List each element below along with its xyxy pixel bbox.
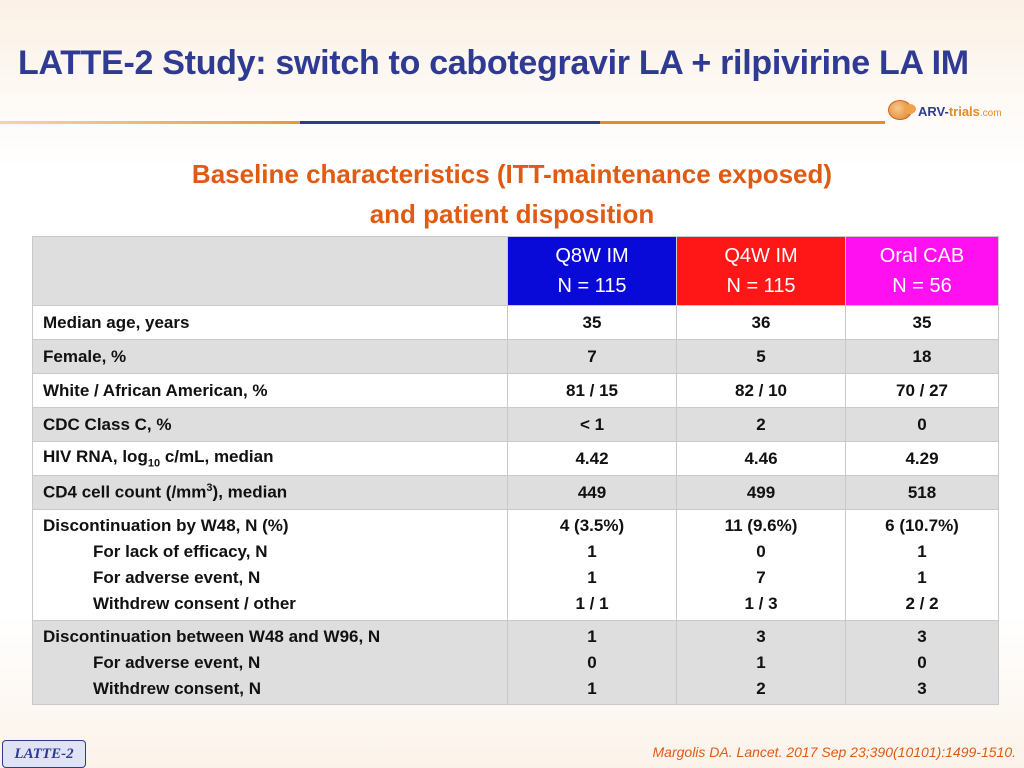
row-label: Median age, years xyxy=(33,306,508,340)
cell-oral: 6 (10.7%) 1 1 2 / 2 xyxy=(846,510,999,621)
cell-q4w: 36 xyxy=(677,306,846,340)
citation: Margolis DA. Lancet. 2017 Sep 23;390(10101):1499-1510. xyxy=(652,744,1016,760)
cell-q8w: 35 xyxy=(508,306,677,340)
header-q8w-im: Q8W IM N = 115 xyxy=(508,237,677,306)
cell-oral: 4.29 xyxy=(846,442,999,476)
cell-q8w: 4 (3.5%) 1 1 1 / 1 xyxy=(508,510,677,621)
cell-oral: 70 / 27 xyxy=(846,374,999,408)
table-subtitle xyxy=(0,154,1024,234)
arv-trials-logo xyxy=(886,100,1016,126)
row-label: HIV RNA, $\log_{10} c/mL$, median xyxy=(33,442,508,476)
table-row-cdc-class-c xyxy=(33,408,999,442)
table-row-discontinuation-w48-w96 xyxy=(33,621,999,705)
subtitle-line-2: and patient disposition xyxy=(369,199,655,229)
row-label: CDC Class C, % xyxy=(33,408,508,442)
cell-q8w: 81 / 15 xyxy=(508,374,677,408)
header-oral-cab: Oral CAB N = 56 xyxy=(846,237,999,306)
row-label: Discontinuation between W48 and W96, N For adverse event, N Withdrew consent, N xyxy=(33,621,508,705)
table-header-row xyxy=(33,237,999,306)
cell-oral: 3 0 3 xyxy=(846,621,999,705)
cell-q4w: 2 xyxy=(677,408,846,442)
cell-q8w: 1 0 1 xyxy=(508,621,677,705)
cell-q8w: 449 xyxy=(508,476,677,510)
cell-q8w: 4.42 xyxy=(508,442,677,476)
table-row-female xyxy=(33,340,999,374)
cell-q4w: 82 / 10 xyxy=(677,374,846,408)
cell-q8w: < 1 xyxy=(508,408,677,442)
title-rule-middle xyxy=(300,121,600,124)
header-corner-cell xyxy=(33,237,508,306)
cell-oral: 0 xyxy=(846,408,999,442)
slide-title: LATTE-2 Study: switch to cabotegravir LA + rilpivirine LA IM xyxy=(18,44,969,82)
row-label: Discontinuation by W48, N (%) For lack of efficacy, N For adverse event, N Withdrew consent / other xyxy=(33,510,508,621)
table-row-median-age xyxy=(33,306,999,340)
cell-oral: 18 xyxy=(846,340,999,374)
table-row-hiv-rna xyxy=(33,442,999,476)
cell-q8w: 7 xyxy=(508,340,677,374)
header-q4w-im: Q4W IM N = 115 xyxy=(677,237,846,306)
cell-q4w: 499 xyxy=(677,476,846,510)
cell-q4w: 5 xyxy=(677,340,846,374)
cell-q4w: 11 (9.6%) 0 7 1 / 3 xyxy=(677,510,846,621)
table-row-race xyxy=(33,374,999,408)
title-rule-right xyxy=(600,121,885,124)
cell-q4w: 4.46 xyxy=(677,442,846,476)
row-label: Female, % xyxy=(33,340,508,374)
row-label: CD4 cell count $(/mm^3)$, median xyxy=(33,476,508,510)
cell-oral: 518 xyxy=(846,476,999,510)
logo-text: ARV-trials.com xyxy=(918,104,1002,119)
subtitle-line-1: Baseline characteristics (ITT-maintenance exposed) xyxy=(191,159,833,189)
cell-oral: 35 xyxy=(846,306,999,340)
title-rule-left xyxy=(0,121,300,124)
table-row-discontinuation-w48 xyxy=(33,510,999,621)
study-tag: LATTE-2 xyxy=(2,740,86,768)
baseline-characteristics-table xyxy=(32,236,999,705)
table-row-cd4-count xyxy=(33,476,999,510)
cell-q4w: 3 1 2 xyxy=(677,621,846,705)
small-bubble-icon xyxy=(904,104,916,114)
row-label: White / African American, % xyxy=(33,374,508,408)
